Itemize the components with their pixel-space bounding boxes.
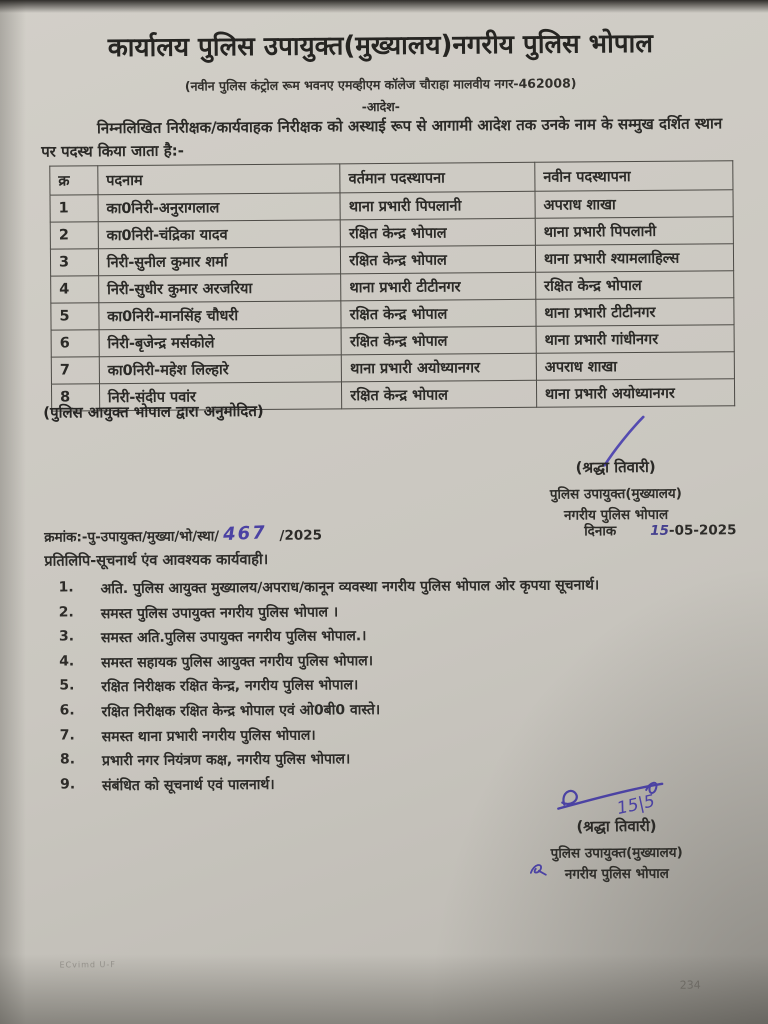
pen-mark-icon	[527, 861, 549, 879]
header-designation: पदनाम	[98, 164, 341, 195]
reference-number-line	[44, 520, 744, 546]
list-item-text: रक्षित निरीक्षक रक्षित केन्द्र, नगरीय पुलिस भोपाल।	[101, 677, 359, 696]
cell-new: अपराध शाखा	[536, 352, 734, 381]
header-new-posting: नवीन पदस्थापना	[535, 161, 733, 192]
list-item-number: 3.	[58, 628, 75, 645]
reference-suffix: /2025	[279, 527, 323, 544]
approval-note: (पुलिस आयुक्त भोपाल द्वारा अनुमोदित)	[43, 401, 264, 422]
cell-new: थाना प्रभारी टीटीनगर	[536, 298, 734, 327]
signatory-designation: पुलिस उपायुक्त(मुख्यालय)	[550, 844, 683, 862]
copy-note: प्रतिलिपि-सूचनार्थ एंव आवश्यक कार्यवाही।	[44, 551, 269, 570]
cell-new: थाना प्रभारी गांधीनगर	[536, 325, 734, 354]
cell-current: थाना प्रभारी टीटीनगर	[341, 272, 536, 301]
page-title: कार्यालय पुलिस उपायुक्त(मुख्यालय)नगरीय पुलिस भोपाल	[107, 28, 654, 64]
header-serial: क्र	[50, 166, 98, 195]
cell-name: का0निरी-चंद्रिका यादव	[98, 220, 341, 249]
signatory-name: (श्रद्धा तिवारी)	[575, 457, 656, 477]
cell-current: रक्षित केन्द्र भोपाल	[341, 326, 536, 355]
list-item-number: 4.	[59, 653, 75, 670]
list-item-text: समस्त सहायक पुलिस आयुक्त नगरीय पुलिस भोपाल।	[101, 652, 374, 672]
list-item-text: समस्त थाना प्रभारी नगरीय पुलिस भोपाल।	[101, 727, 316, 745]
date-label: दिनाक	[584, 523, 617, 540]
signature-date-note: 15|5	[615, 791, 657, 820]
cell-serial: 4	[51, 276, 99, 303]
cell-new: अपराध शाखा	[535, 190, 733, 219]
reference-prefix: क्रमांक:-पु-उपायुक्त/मुख्या/भो/स्था/	[44, 528, 220, 546]
signatory-organisation: नगरीय पुलिस भोपाल	[563, 506, 669, 524]
cell-current: थाना प्रभारी अयोध्यानगर	[342, 353, 537, 382]
intro-paragraph: निम्नलिखित निरीक्षक/कार्यवाहक निरीक्षक को अस्थाई रूप से आगामी आदेश तक उनके नाम के सम्मुख दर्शित स्थान पर पदस्थ किया जाता है:-	[41, 114, 723, 161]
cell-current: थाना प्रभारी पिपलानी	[340, 191, 535, 220]
cell-current: रक्षित केन्द्र भोपाल	[341, 299, 536, 328]
cell-serial: 8	[51, 384, 99, 411]
order-label: -आदेश-	[361, 98, 401, 115]
list-item-number: 7.	[59, 726, 75, 744]
cell-serial: 7	[51, 357, 99, 384]
cell-new: थाना प्रभारी पिपलानी	[535, 217, 733, 246]
signatory-organisation: नगरीय पुलिस भोपाल	[564, 865, 669, 883]
list-item-number: 9.	[60, 776, 76, 793]
cell-serial: 6	[51, 330, 99, 357]
list-item-number: 5.	[59, 677, 75, 694]
cell-name: का0निरी-मानसिंह चौधरी	[99, 301, 342, 330]
signatory-name: (श्रद्धा तिवारी)	[576, 816, 657, 836]
list-item-text: संबंधित को सूचनार्थ एवं पालनार्थ।	[102, 776, 275, 794]
posting-table	[49, 160, 735, 411]
cell-current: रक्षित केन्द्र भोपाल	[340, 218, 535, 247]
handwritten-order-number: 467	[222, 522, 268, 546]
list-item-text: समस्त पुलिस उपायुक्त नगरीय पुलिस भोपाल ।	[100, 603, 339, 622]
signatory-designation: पुलिस उपायुक्त(मुख्यालय)	[549, 485, 682, 503]
cell-new: रक्षित केन्द्र भोपाल	[536, 271, 734, 300]
cell-name: निरी-सुनील कुमार शर्मा	[98, 247, 341, 276]
cell-name: निरी-सुधीर कुमार अरजरिया	[98, 274, 341, 303]
list-item-number: 8.	[59, 751, 76, 768]
list-item-text: समस्त अति.पुलिस उपायुक्त नगरीय पुलिस भोपाल.।	[100, 628, 367, 647]
list-item-text: रक्षित निरीक्षक रक्षित केन्द्र भोपाल एवं ओ0बी0 वास्ते।	[101, 702, 381, 721]
signature-block-top	[496, 456, 737, 527]
list-item-text: प्रभारी नगर नियंत्रण कक्ष, नगरीय पुलिस भोपाल।	[101, 751, 351, 770]
cell-name: निरी-संदीप पवांर	[99, 382, 342, 411]
list-item-number: 6.	[59, 702, 75, 719]
distribution-list	[59, 574, 761, 801]
cell-name: का0निरी-महेश लिल्हारे	[99, 355, 342, 384]
cell-current: रक्षित केन्द्र भोपाल	[341, 245, 536, 274]
cell-current: रक्षित केन्द्र भोपाल	[342, 380, 537, 409]
cell-new: थाना प्रभारी अयोध्यानगर	[536, 379, 734, 408]
cell-serial: 3	[50, 249, 98, 276]
cell-name: का0निरी-अनुरागलाल	[98, 193, 341, 222]
cell-new: थाना प्रभारी श्यामलाहिल्स	[535, 244, 733, 273]
cell-serial: 1	[50, 195, 98, 222]
scan-artifact-text: ECvimd U-F	[59, 960, 116, 970]
list-item-number: 1.	[58, 579, 74, 596]
cell-name: निरी-बृजेन्द्र मर्सकोले	[99, 328, 342, 357]
list-item-text: अति. पुलिस आयुक्त मुख्यालय/अपराध/कानून व्यवस्था नगरीय पुलिस भोपाल ओर कृपया सूचनार्थ।	[100, 577, 600, 598]
date-line	[584, 520, 737, 539]
page-number: 234	[679, 978, 701, 992]
office-address-subtitle: (नवीन पुलिस कंट्रोल रूम भवनए एमव्हीएम कॉलेज चौराहा मालवीय नगर-462008)	[184, 75, 577, 94]
cell-serial: 2	[50, 222, 98, 249]
cell-serial: 5	[51, 303, 99, 330]
handwritten-date-day: 15	[650, 522, 670, 539]
header-current-posting: वर्तमान पदस्थापना	[340, 162, 535, 193]
date-rest: -05-2025	[668, 522, 737, 539]
list-item-number: 2.	[58, 604, 74, 621]
